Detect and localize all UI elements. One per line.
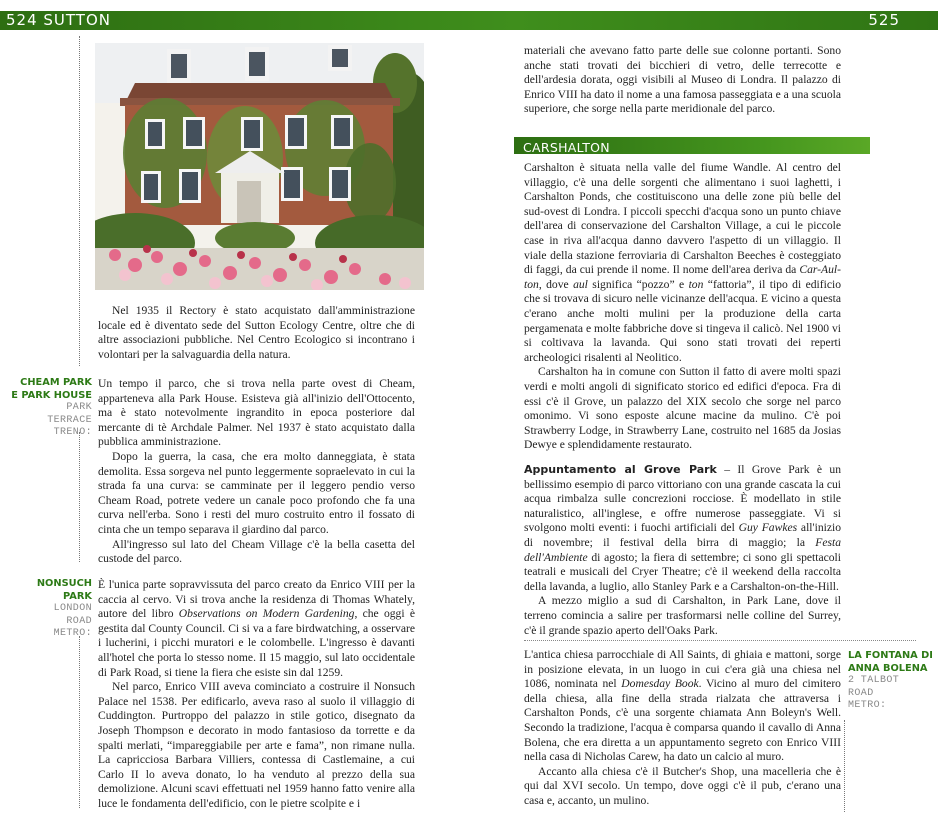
paragraph: Accanto alla chiesa c'è il Butcher's Shop, una macelleria che è qui dal XVI secolo. Un tempo, dove oggi c'è il pub, c'erano una casa e, accanto, un mulino.	[524, 764, 841, 807]
cheam-park-text	[98, 377, 415, 567]
subheading: Appuntamento al Grove Park	[524, 463, 717, 476]
paragraph: Carshalton ha in comune con Sutton il fatto di avere molti spazi verdi e molti angoli di significato storico ed edifici d'epoca. Fra di essi c'è il Grove, un palazzo del XIX secolo che sorge nel parco omonimo. Vi sono esposte alcune macine da mulino. C'è poi Strawberry Lodge, in Strawberry Lane, costruito nel 1685 da Josias Dewye e splendidamente restaurato.	[524, 365, 841, 452]
sidebar-cheam-park	[6, 377, 92, 440]
page-number-left: 524 SUTTON	[6, 11, 111, 29]
section-title: CARSHALTON	[523, 140, 610, 155]
paragraph: È l'unica parte sopravvissuta del parco creato da Enrico VIII per la caccia al cervo. Vi si trova anche la residenza di Thomas Whately, autore del libro Observations on Modern Gardening, che oggi è gestita dal County Council. Ci si va a fare birdwatching, a osservare i lucherini, i picchi muratori e le colombelle. L'ingresso è davanti all'hotel che porta lo stesso nome. Il 15 maggio, sul lato occidentale di Park Road, si tiene la fiera che esiste sin dal 1259.	[98, 578, 415, 679]
grove-park-text	[524, 463, 841, 638]
address-line: ROAD	[848, 687, 874, 699]
place-name: ANNA BOLENA	[848, 662, 928, 674]
margin-dots	[79, 36, 80, 366]
address-line: METRO:	[53, 628, 92, 639]
paragraph: Un tempo il parco, che si trova nella parte ovest di Cheam, apparteneva alla Park House. Esisteva già all'inizio dell'Ottocento, ma è stato notevolmente ingrandito in epoca posteriore dal mercante di tè Archdale Palmer. Nel 1937 è stato acquistato dalla pubblica amministrazione.	[98, 377, 415, 449]
paragraph: Appuntamento al Grove Park – Il Grove Park è un bellissimo esempio di parco vittoriano con una grande cascata la cui acqua rimbalza sulle concrezioni rocciose. È modellato in stile naturalistico, all'inglese, e offre numerose passeggiate. Vi si svolgono molti eventi: i fuochi artificiali del Guy Fawkes all'inizio di novembre; il festival della birra di maggio; la Festa dell'Ambiente di agosto; la fiera di settembre; ci sono gli spettacoli teatrali e musicali del Cryer Theatre; c'è il weekend della raccolta della lavanda, a luglio, allo Stanley Park e a Carshalton-on-the-Hill.	[524, 463, 841, 593]
address-line: 2 TALBOT	[848, 675, 900, 686]
nonsuch-continued-text	[524, 44, 841, 117]
place-name: CHEAM PARK	[20, 377, 92, 388]
house-photo	[95, 43, 424, 290]
paragraph: Nel parco, Enrico VIII aveva cominciato a costruire il Nonsuch Palace nel 1538. Per edificarlo, aveva raso al suolo il villaggio di Cuddington. Purtroppo del palazzo in stile gotico, disegnato da Joseph Thompson e decorato in modo fantasioso da torrette e da spalti merlati, “impareggiabile per arte e fama”, non rimane nulla. La capricciosa Barbara Villiers, contessa di Castlemaine, a cui Carlo II lo aveva donato, lo ha venduto al prezzo della sua demolizione. Alcuni scavi effettuati nel 1959 hanno fatto venire alla luce le fondamenta dell'edificio, con le pietre scolpite e i	[98, 680, 415, 810]
carshalton-text	[524, 161, 841, 453]
page-number-right: 525	[868, 11, 900, 29]
sidebar-la-fontana	[848, 650, 936, 713]
page-header	[0, 11, 938, 30]
section-header-carshalton	[514, 137, 870, 154]
paragraph: Carshalton è situata nella valle del fiume Wandle. Al centro del villaggio, c'è una delle sorgenti che alimentano i suoi laghetti, i Carshalton Ponds, che costituiscono una delle zone più belle del sud-ovest di Londra. I piccoli specchi d'acqua sono un punto chiave dell'area di conservazione del Carshalton Village, a cui le piccole case in riva all'acqua danno davvero l'aspetto di un villaggio. Il viale della stazione ferroviaria di Carshalton Beeches è costeggiato di faggi, da cui prende il nome. Il nome dell'area deriva da Car-Aul-ton, dove aul significa “pozzo” e ton “fattoria”, il tipo di edificio che si trovava di sicuro nelle vicinanze dell'acqua. E vicino a questa c'erano anche molti mulini per la produzione della carta pergamenata e molte fabbriche dove si tingeva il calicò. Nel 1900 vi si coltivava la lavanda. Qui sono stati trovati dei reperti archeologici risalenti al Neolitico.	[524, 161, 842, 364]
paragraph: Dopo la guerra, la casa, che era molto danneggiata, è stata demolita. Essa sorgeva nel punto leggermente sopraelevato in cui la strada fa una curva: se camminate per il leggero pendio verso Cheam Road, potrete vedere un canale poco profondo che fa una curva nell'erba. Sono i resti del muro costruito entro il fossato di cinta che un tempo separava il giardino dal parco.	[98, 449, 415, 536]
address-line: TERRACE	[47, 414, 92, 426]
ivy-house-illustration	[95, 43, 424, 290]
paragraph: A mezzo miglio a sud di Carshalton, in Park Lane, dove il terreno comincia a salire per trasformarsi nelle colline del Surrey, c'è il grande spazio aperto dell'Oaks Park.	[524, 594, 841, 637]
section-divider	[524, 640, 916, 641]
address-line: PARK	[66, 402, 92, 413]
address-line: ROAD	[66, 615, 92, 627]
rectory-paragraph	[98, 304, 415, 362]
all-saints-text	[524, 648, 841, 809]
address-line: LONDON	[53, 603, 92, 614]
paragraph: All'ingresso sul lato del Cheam Village c'è la bella casetta del custode del parco.	[98, 537, 415, 566]
margin-dots	[844, 720, 845, 812]
paragraph: L'antica chiesa parrocchiale di All Saints, di ghiaia e mattoni, sorge in posizione elevata, in un luogo in cui c'era già una chiesa nel 1086, nominata nel Domesday Book. Vicino al muro del cimitero della chiesa, alla fine della strada rialzata che attraversa i Carshalton Ponds, c'è una sorgente chiamata Ann Boleyn's Well. Secondo la tradizione, l'acqua è comparsa quando il cavallo di Anna Bolena, che era diretta a un appuntamento segreto con Enrico VIII nella casa di Nicholas Carew, ha dato un calcio al muro.	[524, 648, 841, 764]
nonsuch-park-text	[98, 578, 415, 812]
place-name: LA FONTANA DI	[848, 650, 933, 661]
paragraph: Nel 1935 il Rectory è stato acquistato dall'amministrazione locale ed è diventato sede del Sutton Ecology Centre, oltre che di altre associazioni pubbliche. Nel Centro Ecologico si incontrano i volontari per la salvaguardia della natura.	[98, 304, 415, 361]
address-line: TRENO:	[53, 427, 92, 438]
paragraph: materiali che avevano fatto parte delle sue colonne portanti. Sono anche stati trovati dei bicchieri di vetro, delle terrecotte e dell'ardesia dorata, oggi visibili al Museo di Londra. Il palazzo di Enrico VIII ha dato il nome a una famosa passeggiata e a una scuola superiore, che sorge nella parte meridionale del parco.	[524, 44, 841, 116]
place-name: NONSUCH PARK	[36, 578, 92, 602]
margin-dots	[79, 636, 80, 808]
address-line: METRO:	[848, 700, 887, 711]
place-name: E PARK HOUSE	[11, 389, 92, 401]
sidebar-nonsuch-park	[6, 578, 92, 641]
margin-dots	[79, 432, 80, 562]
